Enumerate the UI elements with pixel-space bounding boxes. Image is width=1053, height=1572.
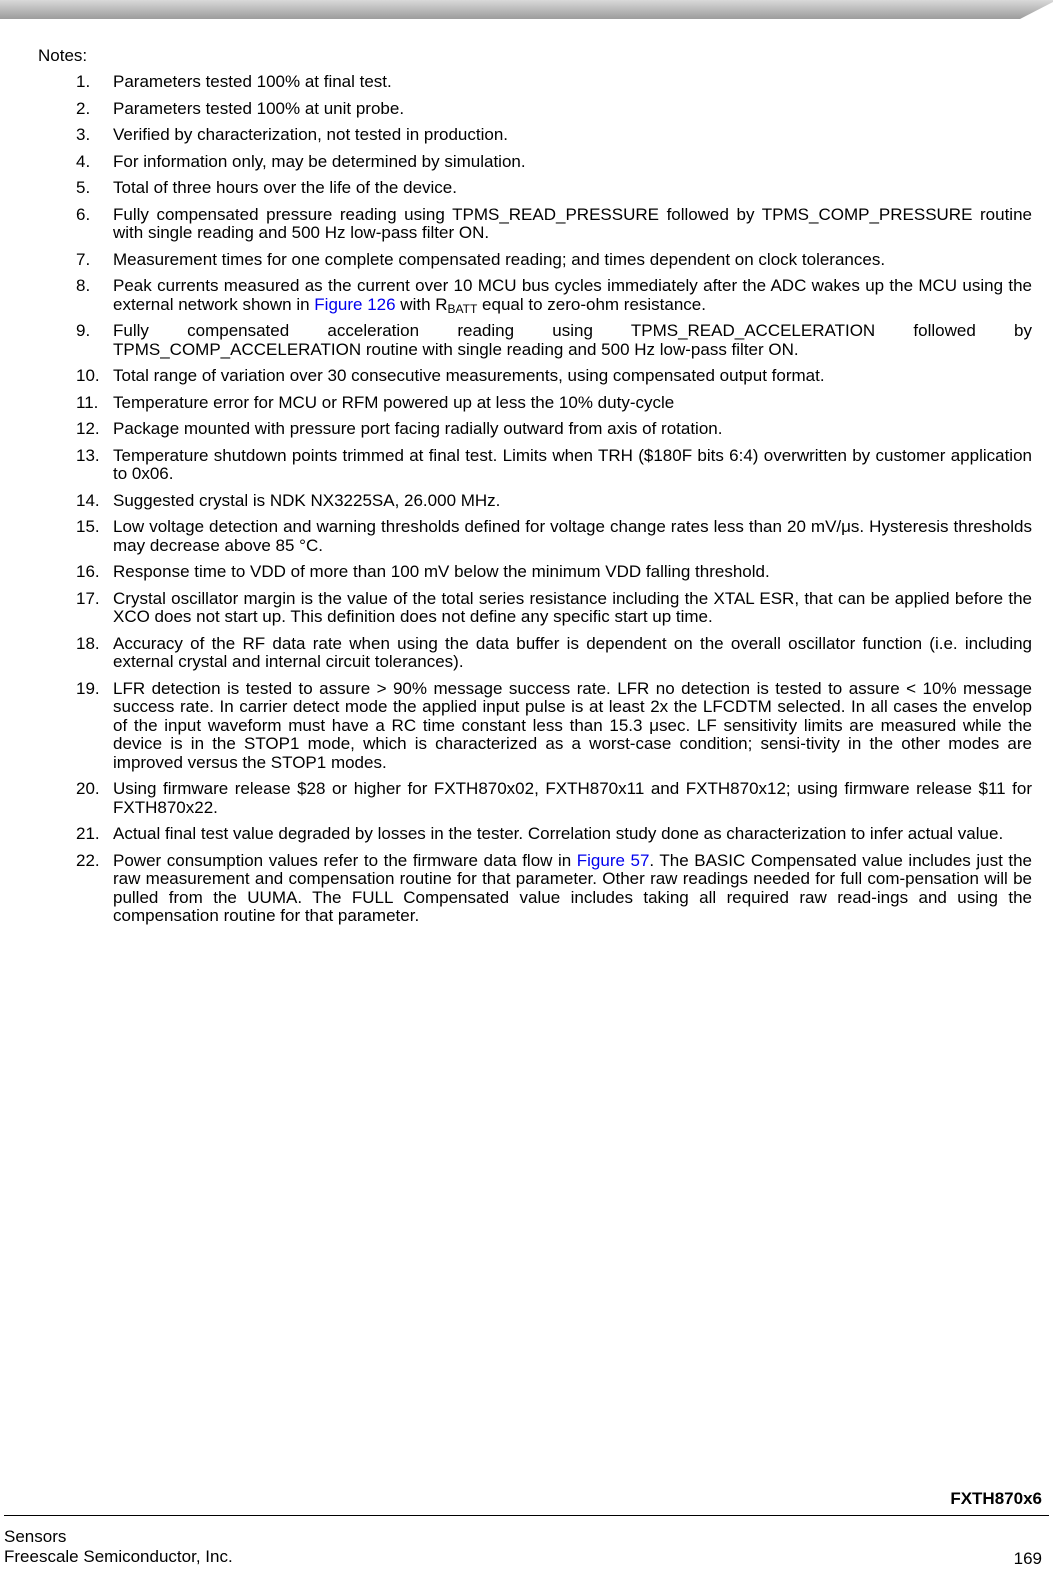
footer-section: Sensors	[4, 1527, 67, 1546]
page-number: 169	[1013, 1549, 1042, 1568]
note-number: 15.	[76, 517, 100, 536]
note-text	[113, 73, 1032, 92]
note-item	[76, 635, 1032, 672]
note-number: 18.	[76, 633, 100, 653]
notes-heading: Notes:	[38, 46, 88, 65]
note-text	[113, 179, 1032, 198]
note-text-segment: Accuracy of the RF data rate when using the data buffer is dependent on the overall oscillator function (i.e. including external crystal and internal circuit tolerances).	[113, 633, 1032, 671]
note-text	[113, 492, 1032, 511]
note-number: 2.	[76, 98, 91, 118]
note-text	[113, 322, 1032, 359]
note-number: 17.	[76, 588, 100, 608]
note-text	[113, 126, 1032, 145]
note-item	[76, 825, 1032, 844]
note-item	[76, 492, 1032, 511]
note-text-segment: Low voltage detection and warning thresholds defined for voltage change rates less than 20 mV/μs. Hysteresis thresholds may decrease above 85 °C.	[113, 517, 1032, 555]
note-text-segment: Power consumption values refer to the firmware data flow in	[113, 850, 577, 870]
note-number: 8.	[76, 276, 91, 295]
note-number: 9.	[76, 321, 91, 340]
note-item	[76, 251, 1032, 270]
note-text-segment: Suggested crystal is NDK NX3225SA, 26.000 MHz.	[113, 490, 501, 510]
note-text	[113, 206, 1032, 243]
note-text	[113, 780, 1032, 817]
note-number: 4.	[76, 151, 91, 171]
note-text-segment: Verified by characterization, not tested in production.	[113, 125, 509, 144]
note-text	[113, 825, 1032, 844]
note-text-segment: Parameters tested 100% at unit probe.	[113, 98, 405, 118]
note-item	[76, 447, 1032, 484]
header-bar-shape	[0, 0, 1053, 19]
note-item	[76, 126, 1032, 145]
note-item	[76, 590, 1032, 627]
note-number: 1.	[76, 72, 91, 91]
note-item	[76, 322, 1032, 359]
note-number: 21.	[76, 824, 100, 843]
notes-list	[76, 73, 1032, 934]
note-text	[113, 563, 1032, 582]
note-text-segment: . The BASIC Compensated value includes just the raw measurement and compensation routine for that parameter. Other raw readings needed for full com-pensation will be pulled from the UUMA. The FULL Compensated value includes taking all required raw read-ings and using the compensation routine for that parameter.	[113, 850, 1032, 925]
note-text-segment: Actual final test value degraded by losses in the tester. Correlation study done as characterization to infer actual value.	[113, 824, 1004, 843]
note-text	[113, 251, 1032, 270]
footer-company: Freescale Semiconductor, Inc.	[4, 1547, 233, 1566]
note-text-segment: Temperature error for MCU or RFM powered up at less the 10% duty-cycle	[113, 392, 675, 412]
note-text-segment: Using firmware release $28 or higher for FXTH870x02, FXTH870x11 and FXTH870x12; using firmware release $11 for FXTH870x22.	[113, 779, 1032, 817]
note-text-segment: Crystal oscillator margin is the value of the total series resistance including the XTAL ESR, that can be applied before the XCO does not start up. This definition does not define any specific start up time.	[113, 588, 1032, 626]
note-number: 3.	[76, 125, 91, 144]
note-text-segment: For information only, may be determined by simulation.	[113, 151, 526, 171]
note-number: 19.	[76, 678, 100, 698]
note-text	[113, 590, 1032, 627]
header-bar	[0, 0, 1053, 19]
note-text-segment: Fully compensated pressure reading using TPMS_READ_PRESSURE followed by TPMS_COMP_PRESSURE routine with single reading and 500 Hz low-pass filter ON.	[113, 204, 1032, 242]
note-text-segment: Total of three hours over the life of the device.	[113, 178, 457, 197]
note-text-segment: Package mounted with pressure port facing radially outward from axis of rotation.	[113, 419, 723, 438]
note-text	[113, 277, 1032, 314]
note-text-segment: Temperature shutdown points trimmed at final test. Limits when TRH ($180F bits 6:4) overwritten by customer application to 0x06.	[113, 445, 1032, 483]
note-item	[76, 367, 1032, 386]
note-text	[113, 420, 1032, 439]
note-item	[76, 153, 1032, 172]
note-item	[76, 394, 1032, 413]
note-item	[76, 680, 1032, 773]
note-item	[76, 73, 1032, 92]
note-text-segment: Measurement times for one complete compensated reading; and times dependent on clock tolerances.	[113, 249, 886, 269]
note-text	[113, 852, 1032, 926]
note-text-segment: Response time to VDD of more than 100 mV below the minimum VDD falling threshold.	[113, 562, 770, 581]
note-number: 10.	[76, 366, 100, 385]
subscript-text: BATT	[447, 301, 478, 316]
note-item	[76, 780, 1032, 817]
note-number: 22.	[76, 850, 100, 870]
note-item	[76, 852, 1032, 926]
note-text-segment: Total range of variation over 30 consecutive measurements, using compensated output format.	[113, 366, 825, 385]
note-item	[76, 100, 1032, 119]
note-text-segment: with R	[395, 294, 448, 314]
note-text-segment: Peak currents measured as the current over 10 MCU bus cycles immediately after the ADC wakes up the MCU using the external network shown in	[113, 276, 1032, 314]
note-number: 11.	[76, 392, 99, 412]
figure-link[interactable]: Figure 57	[576, 850, 650, 870]
note-number: 7.	[76, 249, 91, 269]
note-item	[76, 277, 1032, 314]
note-number: 16.	[76, 562, 100, 581]
note-text	[113, 518, 1032, 555]
note-text	[113, 367, 1032, 386]
note-text	[113, 635, 1032, 672]
note-text	[113, 394, 1032, 413]
footer-divider	[4, 1515, 1049, 1516]
note-item	[76, 206, 1032, 243]
note-text-segment: equal to zero-ohm resistance.	[477, 294, 706, 314]
note-text-segment: Parameters tested 100% at final test.	[113, 72, 392, 91]
note-item	[76, 518, 1032, 555]
footer-company-block	[4, 1527, 233, 1567]
note-text-segment: LFR detection is tested to assure > 90% message success rate. LFR no detection is tested to assure < 10% message success rate. In carrier detect mode the applied input pulse is at least 2x the LFCDTM selected. In all cases the envelop of the input waveform must have a RC time constant less than 15.3 μsec. LF sensitivity limits are measured while the device is in the STOP1 mode, which is characterized as a worst-case condition; sensi-tivity in the other modes are improved versus the STOP1 modes.	[113, 678, 1032, 772]
note-number: 13.	[76, 445, 100, 465]
note-text	[113, 100, 1032, 119]
note-text	[113, 153, 1032, 172]
note-number: 20.	[76, 779, 100, 798]
note-number: 6.	[76, 204, 91, 224]
note-text	[113, 680, 1032, 773]
note-number: 14.	[76, 490, 100, 510]
note-item	[76, 420, 1032, 439]
note-text	[113, 447, 1032, 484]
note-text-segment: Fully compensated acceleration reading using TPMS_READ_ACCELERATION followed by TPMS_COMP_ACCELERATION routine with single reading and 500 Hz low-pass filter ON.	[113, 321, 1032, 359]
footer-product-name: FXTH870x6	[950, 1489, 1042, 1508]
note-item	[76, 563, 1032, 582]
figure-link[interactable]: Figure 126	[314, 294, 396, 314]
note-number: 5.	[76, 178, 91, 197]
note-item	[76, 179, 1032, 198]
note-number: 12.	[76, 419, 100, 438]
